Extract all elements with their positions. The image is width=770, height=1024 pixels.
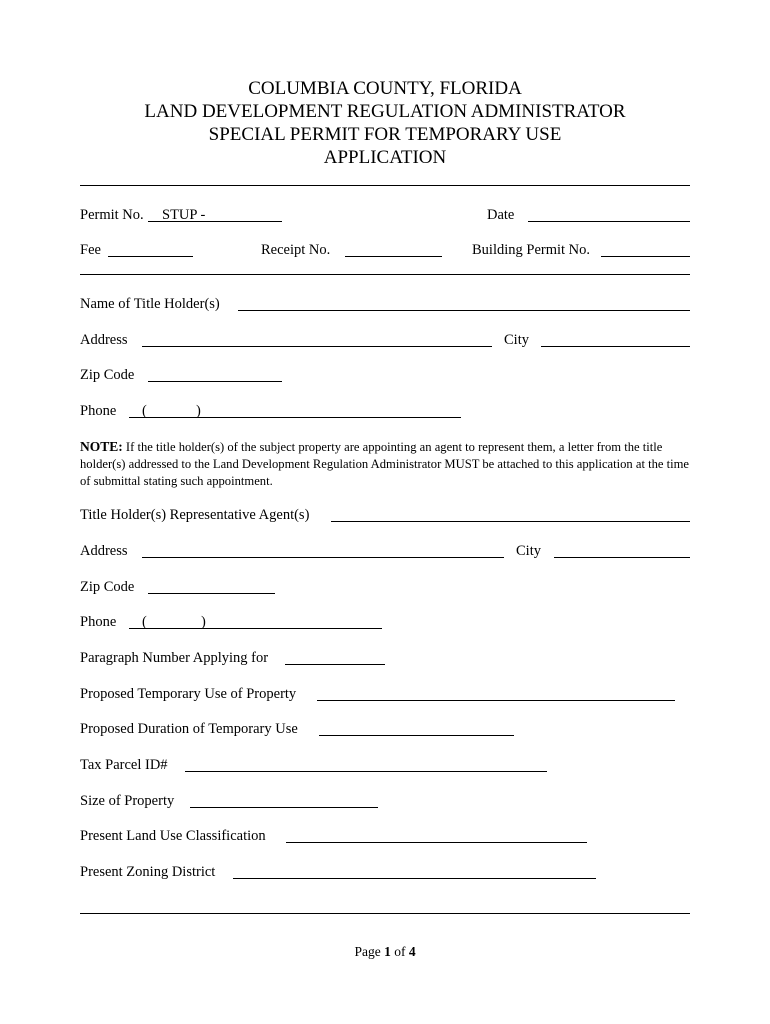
owner-phone-label: Phone [80,403,117,419]
note-label: NOTE: [80,439,123,454]
title-holder-field[interactable] [238,310,690,311]
agent-field[interactable] [331,521,690,522]
title-line-application: APPLICATION [323,147,447,168]
date-label: Date [487,207,515,223]
fee-row [0,240,770,260]
owner-zip-field[interactable] [148,381,282,382]
title-line-administrator: LAND DEVELOPMENT REGULATION ADMINISTRATOR [144,101,626,122]
owner-zip-row [0,365,770,385]
building-permit-label: Building Permit No. [472,242,591,258]
owner-phone-close-paren: ) [196,403,201,419]
paragraph-label: Paragraph Number Applying for [80,650,269,666]
building-permit-field[interactable] [601,256,690,257]
owner-city-label: City [504,332,529,348]
permit-date-row [0,205,770,225]
parcel-field[interactable] [185,771,547,772]
title-line-permit: SPECIAL PERMIT FOR TEMPORARY USE [208,124,562,145]
duration-field[interactable] [319,735,514,736]
of-word: of [394,944,406,959]
size-label: Size of Property [80,793,175,809]
title-holder-row [0,294,770,314]
land-use-label: Present Land Use Classification [80,828,266,844]
agent-city-field[interactable] [554,557,690,558]
permit-no-field[interactable] [148,221,282,222]
owner-phone-field[interactable] [129,417,461,418]
agent-phone-open-paren: ( [142,614,147,630]
agent-note [80,438,692,490]
agent-zip-label: Zip Code [80,579,135,595]
permit-no-value: STUP - [162,207,206,223]
title-line-county: COLUMBIA COUNTY, FLORIDA [248,78,522,99]
note-text: If the title holder(s) of the subject property are appointing an agent to represent them, a letter from the title holder(s) addressed to the Land Development Regulation Administrator MUST be attached to this application at the time of submittal stating such appointment. [80,440,690,488]
receipt-no-field[interactable] [345,256,442,257]
land-use-field[interactable] [286,842,587,843]
land-use-row [0,826,770,846]
agent-phone-field[interactable] [129,628,382,629]
proposed-use-field[interactable] [317,700,675,701]
agent-label: Title Holder(s) Representative Agent(s) [80,507,310,523]
parcel-label: Tax Parcel ID# [80,757,168,773]
permit-no-label: Permit No. [80,207,144,223]
paragraph-field[interactable] [285,664,385,665]
agent-phone-close-paren: ) [201,614,206,630]
agent-address-row [0,541,770,561]
page-number: 1 [384,944,391,959]
owner-address-row [0,330,770,350]
form-title [0,77,770,169]
agent-zip-field[interactable] [148,593,275,594]
agent-phone-label: Phone [80,614,117,630]
owner-phone-row [0,401,770,421]
agent-address-field[interactable] [142,557,504,558]
permit-divider [80,274,690,275]
date-field[interactable] [528,221,690,222]
header-divider [80,185,690,186]
zoning-label: Present Zoning District [80,864,216,880]
agent-phone-row [0,612,770,632]
owner-address-label: Address [80,332,128,348]
page-footer [0,943,770,961]
page-total: 4 [408,944,416,959]
duration-row [0,719,770,739]
zoning-field[interactable] [233,878,596,879]
proposed-use-row [0,684,770,704]
agent-address-label: Address [80,543,128,559]
duration-label: Proposed Duration of Temporary Use [80,721,298,737]
agent-zip-row [0,577,770,597]
owner-phone-open-paren: ( [142,403,147,419]
paragraph-row [0,648,770,668]
owner-zip-label: Zip Code [80,367,135,383]
parcel-row [0,755,770,775]
owner-city-field[interactable] [541,346,690,347]
fee-label: Fee [80,242,101,258]
zoning-row [0,862,770,882]
agent-row [0,505,770,525]
receipt-no-label: Receipt No. [261,242,331,258]
agent-city-label: City [516,543,541,559]
title-holder-label: Name of Title Holder(s) [80,296,220,312]
size-field[interactable] [190,807,378,808]
fee-field[interactable] [108,256,193,257]
footer-divider [80,913,690,914]
size-row [0,791,770,811]
owner-address-field[interactable] [142,346,492,347]
proposed-use-label: Proposed Temporary Use of Property [80,686,297,702]
page-word: Page [354,944,381,959]
